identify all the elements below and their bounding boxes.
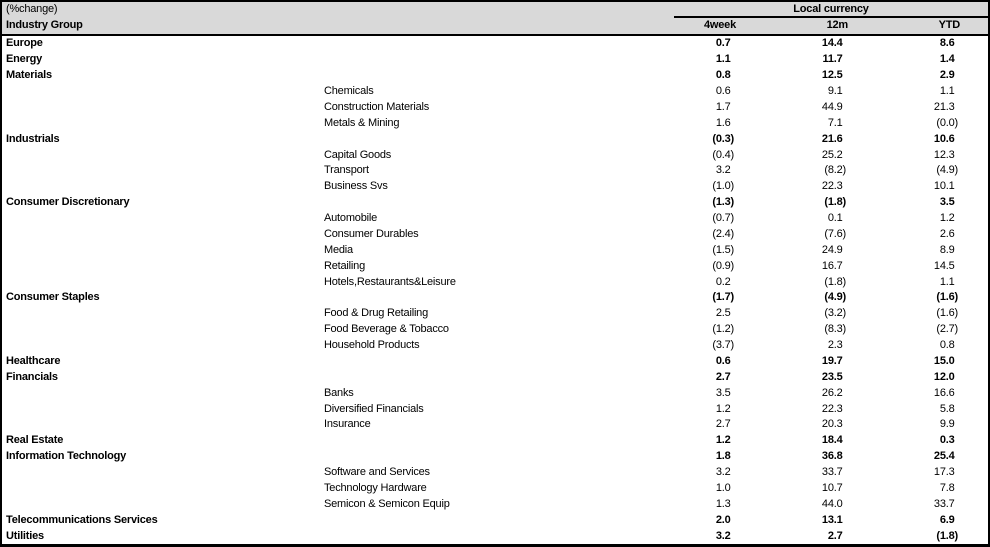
row-label: Consumer Discretionary [6, 196, 130, 209]
value-ytd: 0.8 [939, 339, 955, 352]
value-12m: 7.1 [827, 116, 843, 129]
value-ytd: 7.8 [939, 481, 955, 494]
value-4week: 2.7 [715, 370, 731, 383]
value-4week: 3.5 [715, 386, 731, 399]
table-row [2, 496, 988, 512]
value-ytd: 1.2 [939, 212, 955, 225]
table-row [2, 449, 988, 465]
row-label: Diversified Financials [324, 402, 424, 415]
value-12m: 13.1 [821, 513, 843, 526]
value-4week: 1.6 [715, 116, 731, 129]
row-label: Banks [324, 386, 354, 399]
row-label: Materials [6, 69, 52, 82]
row-label: Media [324, 243, 353, 256]
value-ytd: 25.4 [933, 450, 955, 463]
value-ytd: (1.6) [936, 307, 958, 320]
value-ytd: 8.6 [939, 37, 955, 50]
value-4week: (1.3) [712, 196, 734, 209]
value-ytd: 12.3 [933, 148, 955, 161]
table-row [2, 465, 988, 481]
table-row [2, 322, 988, 338]
header-row-top [2, 2, 988, 18]
value-ytd: (0.0) [936, 116, 958, 129]
value-4week: (1.0) [712, 180, 734, 193]
value-4week: 1.2 [715, 434, 731, 447]
value-4week: 3.2 [715, 529, 731, 542]
row-label: Europe [6, 37, 43, 50]
value-12m: 12.5 [821, 69, 843, 82]
value-4week: 3.2 [715, 466, 731, 479]
table-row [2, 115, 988, 131]
row-label: Information Technology [6, 450, 127, 463]
row-label: Utilities [6, 529, 44, 542]
row-label: Food & Drug Retailing [324, 307, 429, 320]
table-row [2, 512, 988, 528]
value-4week: 1.1 [715, 53, 731, 66]
row-label: Healthcare [6, 354, 61, 367]
table-row [2, 417, 988, 433]
value-12m: 2.7 [827, 529, 843, 542]
value-ytd: 5.8 [939, 402, 955, 415]
table-row [2, 179, 988, 195]
row-label: Household Products [324, 339, 420, 352]
value-4week: 1.8 [715, 450, 731, 463]
local-currency-header: Local currency [674, 2, 988, 18]
row-label: Insurance [324, 418, 371, 431]
table-row [2, 401, 988, 417]
row-label: Automobile [324, 212, 378, 225]
value-12m: 2.3 [827, 339, 843, 352]
percent-change-label: (%change) [6, 3, 58, 15]
row-label: Consumer Staples [6, 291, 100, 304]
value-ytd: 6.9 [939, 513, 955, 526]
value-4week: (1.5) [712, 243, 734, 256]
value-4week: 0.6 [715, 85, 731, 98]
value-ytd: 9.9 [939, 418, 955, 431]
column-header-12m: 12m [826, 19, 848, 31]
table-row [2, 211, 988, 227]
value-ytd: 21.3 [933, 100, 955, 113]
row-label: Energy [6, 53, 43, 66]
table-row [2, 274, 988, 290]
value-4week: (0.3) [712, 132, 734, 145]
row-label: Business Svs [324, 180, 388, 193]
row-label: Consumer Durables [324, 227, 419, 240]
row-label: Retailing [324, 259, 366, 272]
row-label: Technology Hardware [324, 481, 427, 494]
value-12m: 10.7 [821, 481, 843, 494]
value-ytd: (4.9) [936, 164, 958, 177]
value-ytd: 10.1 [933, 180, 955, 193]
table-row [2, 84, 988, 100]
value-4week: 0.8 [715, 69, 731, 82]
header-row-columns [2, 18, 988, 34]
row-label: Industrials [6, 132, 60, 145]
value-12m: 24.9 [821, 243, 843, 256]
value-4week: 1.7 [715, 100, 731, 113]
value-4week: (0.4) [712, 148, 734, 161]
table-row [2, 338, 988, 354]
column-header-4week: 4week [703, 19, 736, 31]
table-row [2, 306, 988, 322]
value-12m: 36.8 [821, 450, 843, 463]
value-12m: 33.7 [821, 466, 843, 479]
value-4week: (0.9) [712, 259, 734, 272]
value-ytd: (2.7) [936, 323, 958, 336]
value-ytd: 1.1 [939, 85, 955, 98]
row-label: Construction Materials [324, 100, 430, 113]
row-label: Transport [324, 164, 369, 177]
value-4week: 1.0 [715, 481, 731, 494]
value-ytd: (1.6) [936, 291, 958, 304]
value-12m: (8.3) [824, 323, 846, 336]
value-ytd: 10.6 [933, 132, 955, 145]
value-12m: (1.8) [824, 275, 846, 288]
table-row [2, 369, 988, 385]
row-label: Food Beverage & Tobacco [324, 323, 449, 336]
table-row [2, 131, 988, 147]
value-ytd: 2.6 [939, 227, 955, 240]
table-row [2, 433, 988, 449]
value-12m: 11.7 [822, 53, 843, 66]
value-12m: 0.1 [827, 212, 843, 225]
value-ytd: 12.0 [933, 370, 955, 383]
table-row [2, 528, 988, 544]
value-4week: 2.0 [715, 513, 731, 526]
table-row [2, 68, 988, 84]
value-12m: 18.4 [821, 434, 843, 447]
table-row [2, 227, 988, 243]
table-row [2, 242, 988, 258]
value-12m: 20.3 [821, 418, 843, 431]
row-label: Capital Goods [324, 148, 392, 161]
value-12m: 23.5 [821, 370, 843, 383]
value-ytd: 3.5 [939, 196, 955, 209]
value-12m: (7.6) [824, 227, 846, 240]
value-4week: 2.5 [715, 307, 731, 320]
value-12m: 22.3 [821, 180, 843, 193]
value-4week: 0.6 [715, 354, 731, 367]
table-row [2, 258, 988, 274]
value-ytd: 0.3 [939, 434, 955, 447]
value-12m: 44.9 [821, 100, 843, 113]
value-4week: 2.7 [715, 418, 731, 431]
value-4week: (0.7) [712, 212, 734, 225]
value-ytd: 15.0 [933, 354, 955, 367]
value-4week: 1.3 [715, 497, 731, 510]
table-row [2, 290, 988, 306]
value-12m: 16.7 [821, 259, 843, 272]
industry-group-header: Industry Group [6, 19, 83, 31]
value-12m: 22.3 [821, 402, 843, 415]
value-ytd: (1.8) [936, 529, 958, 542]
value-4week: (2.4) [712, 227, 734, 240]
row-label: Telecommunications Services [6, 513, 158, 526]
value-12m: 26.2 [821, 386, 843, 399]
row-label: Software and Services [324, 466, 430, 479]
value-ytd: 14.5 [933, 259, 955, 272]
value-12m: (1.8) [824, 196, 846, 209]
value-ytd: 16.6 [933, 386, 955, 399]
value-4week: 3.2 [715, 164, 731, 177]
value-ytd: 17.3 [933, 466, 955, 479]
value-12m: (3.2) [824, 307, 846, 320]
table-row [2, 163, 988, 179]
table-row [2, 354, 988, 370]
value-12m: 9.1 [827, 85, 843, 98]
value-ytd: 2.9 [939, 69, 955, 82]
value-12m: 44.0 [821, 497, 843, 510]
value-4week: 0.7 [715, 37, 731, 50]
row-label: Chemicals [324, 85, 374, 98]
value-ytd: 1.1 [939, 275, 955, 288]
value-12m: (4.9) [824, 291, 846, 304]
table-row [2, 36, 988, 52]
value-12m: 19.7 [821, 354, 843, 367]
value-ytd: 1.4 [939, 53, 955, 66]
value-4week: (1.7) [712, 291, 734, 304]
value-12m: 25.2 [821, 148, 843, 161]
value-ytd: 8.9 [939, 243, 955, 256]
row-label: Semicon & Semicon Equip [324, 497, 450, 510]
table-row [2, 481, 988, 497]
header-right-spacer [962, 18, 988, 34]
table-row [2, 52, 988, 68]
table-row [2, 195, 988, 211]
value-12m: 14.4 [821, 37, 843, 50]
value-4week: (1.2) [712, 323, 734, 336]
row-label: Real Estate [6, 434, 64, 447]
table-row [2, 100, 988, 116]
table-row [2, 385, 988, 401]
value-4week: 1.2 [715, 402, 731, 415]
row-label: Hotels,Restaurants&Leisure [324, 275, 456, 288]
value-4week: 0.2 [715, 275, 731, 288]
table-body [2, 36, 988, 544]
column-header-ytd: YTD [938, 19, 960, 31]
value-4week: (3.7) [712, 339, 734, 352]
table-header [2, 2, 988, 36]
row-label: Financials [6, 370, 58, 383]
table-row [2, 147, 988, 163]
value-ytd: 33.7 [933, 497, 955, 510]
value-12m: (8.2) [824, 164, 846, 177]
value-12m: 21.6 [821, 132, 843, 145]
row-label: Metals & Mining [324, 116, 400, 129]
